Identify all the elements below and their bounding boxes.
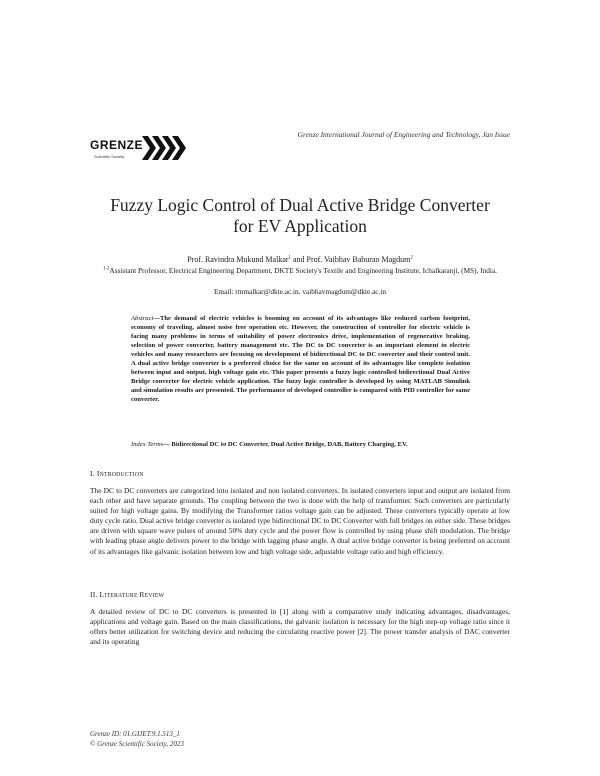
section-heading-initial: I [96, 469, 100, 478]
section-heading-literature-review [90, 590, 164, 599]
section-heading-initial-2: R [139, 590, 145, 599]
author-1: Prof. Ravindra Mukund Malkar [187, 255, 289, 264]
abstract-label: Abstract [131, 315, 154, 322]
section-heading-initial: L [99, 590, 105, 599]
author-1-sup: 1 [288, 255, 291, 261]
literature-review-paragraph: A detailed review of DC to DC converters is presented in [1] along with a comparative study indicating advantages, disadvantages, applications and voltage gain. Based on the main classifications, the galvanic isolation is necessary for the high step-up voltage ratio since it offers better utilization for switching device and reducing the circulating reactive power [2]. The power transfer analysis of DAC converter and its operating [90, 607, 510, 647]
paper-title [60, 195, 540, 237]
index-terms-text: — Bidirectional DC to DC Converter, Dual Active Bridge, DAB, Battery Charging, EV. [163, 441, 408, 448]
abstract-text: —The demand of electric vehicles is booming on account of its advantages like reduced carbon footprint, economy of traveling, almost noise free operation etc. However, the construction of controller for electric vehicle is facing many problems in terms of suitability of power electronics drive, implementation of regenerative braking, selection of power converter, battery management etc. The DC to DC converter is an important element in electric vehicles and many researchers are focusing on development of bidirectional DC to DC converter and their control unit. A dual active bridge converter is a preferred choice for the same on account of its advantages like complete isolation between input and output, high voltage gain etc. This paper presents a fuzzy logic controlled bidirectional Dual Active Bridge converter for electric vehicle application. The fuzzy logic controller is developed by using MATLAB Simulink and simulation results are presented. The performance of developed controller is compared with PID controller for same converter. [131, 315, 470, 404]
section-heading-rest: ITERATURE [104, 593, 140, 599]
title-line-2: for EV Application [233, 216, 367, 236]
affiliation-text: Assistant Professor, Electrical Engineering Department, DKTE Society's Textile and Engineering Institute, Ichalkaranji, (MS), India. [109, 266, 498, 275]
footer [90, 730, 184, 749]
author-2: Prof. Vaibhav Baburao Magdum [306, 255, 411, 264]
index-terms [131, 440, 470, 449]
chevron-arrows-icon [142, 136, 186, 160]
authors-connector: and [290, 255, 307, 264]
logo-wordmark: GRENZE [90, 138, 144, 152]
index-terms-label: Index Terms [131, 441, 164, 448]
title-line-1: Fuzzy Logic Control of Dual Active Bridge Converter [110, 195, 490, 215]
affiliation-sup: 1-2 [102, 266, 110, 272]
journal-header: Grenze International Journal of Engineering and Technology, Jan Issue [297, 130, 510, 139]
affiliation [88, 266, 512, 276]
introduction-paragraph: The DC to DC converters are categorized into isolated and non isolated converters. In isolated converters input and output are isolated from each other and have separate grounds. The coupling between the two is done with the help of transformer. Such converters are particularly suited for high voltage gains. By modifying the Transformer ratios voltage gain can be adjusted. These converters typically operate at low duty cycle ratio. Dual active bridge converter is isolated type bidirectional DC to DC Converter with full bridges on either side. These bridges are driven with square wave pulses of around 50% duty cycle and the power flow is controlled by using phase shift modulation. The bridge with leading phase angle delivers power to the bridge with lagging phase angle. A dual active bridge converter is being preferred on account of its advantages like galvanic isolation between low and high voltage side, adjustable voltage ratio and high efficiency. [90, 486, 510, 556]
section-heading-introduction [90, 469, 144, 478]
logo-subtext: Scientific Society [94, 154, 125, 159]
grenze-id: Grenze ID: 01.GIJET.9.1.513_1 [90, 730, 180, 738]
section-heading-rest: NTRODUCTION [99, 472, 144, 478]
grenze-logo [90, 134, 186, 162]
section-heading-rest-2: EVIEW [144, 593, 165, 599]
section-number: II. [90, 590, 100, 599]
author-2-sup: 2 [410, 255, 413, 261]
author-emails: Email: rmmalkar@dkte.ac.in, vaibhavmagdum@dkte.ac.in [213, 287, 387, 296]
abstract [131, 314, 470, 404]
copyright: © Grenze Scientific Society, 2023 [90, 739, 184, 748]
authors [90, 255, 510, 265]
section-number: I. [90, 469, 97, 478]
